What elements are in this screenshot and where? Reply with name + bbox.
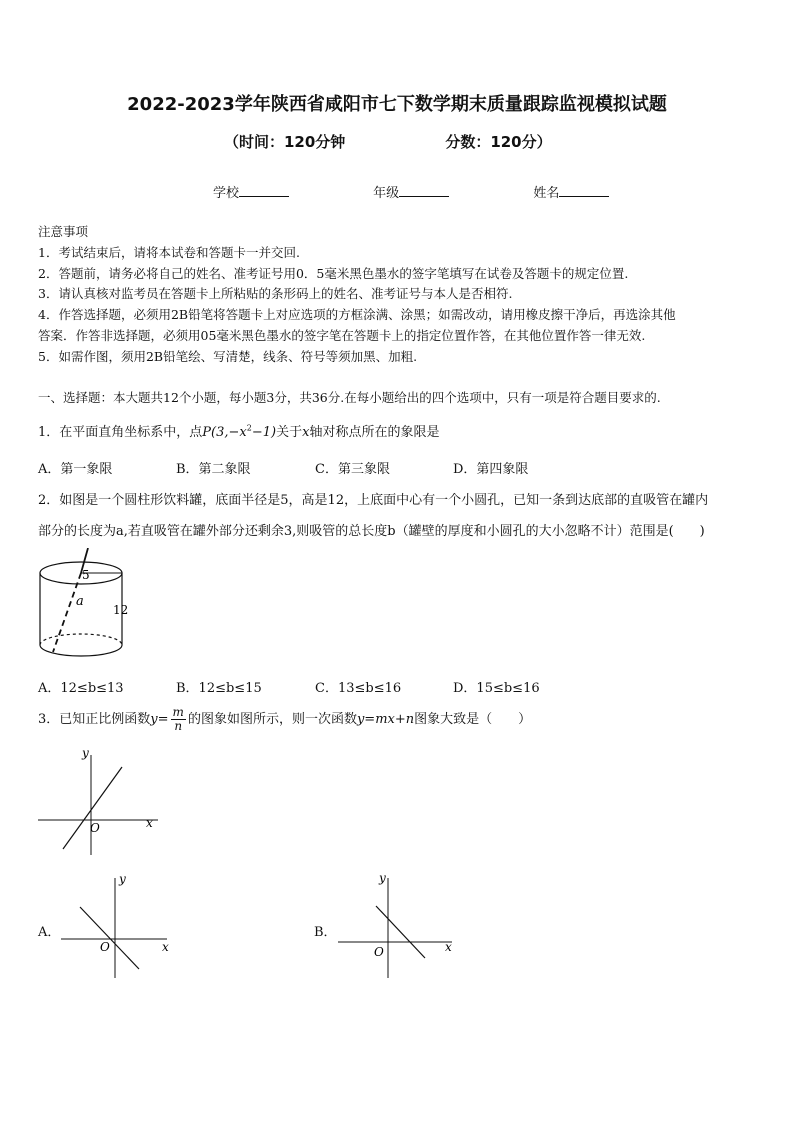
notice-item: 1．考试结束后，请将本试卷和答题卡一并交回. bbox=[38, 244, 300, 260]
section-heading: 一、选择题：本大题共12个小题，每小题3分，共36分.在每小题给出的四个选项中，只有一项是符合题目要求的. bbox=[38, 390, 661, 405]
q3-option-b[interactable]: B． bbox=[314, 925, 337, 940]
given-axis-y: y bbox=[82, 746, 89, 760]
q1-point-end: −1) bbox=[251, 425, 277, 440]
q3-eq: = bbox=[157, 712, 169, 727]
student-info-fields bbox=[213, 182, 609, 201]
q1-option-b[interactable]: B．第二象限 bbox=[176, 462, 251, 477]
q1-mid: 关于 bbox=[276, 425, 303, 440]
radius-label: 5 bbox=[82, 568, 90, 582]
q1-axis: x bbox=[302, 425, 310, 440]
q1-option-c[interactable]: C．第三象限 bbox=[315, 462, 390, 477]
school-label: 学校 bbox=[213, 186, 240, 201]
q1-suffix: 轴对称点所在的象限是 bbox=[309, 425, 440, 440]
given-origin: O bbox=[90, 821, 100, 835]
q3-fraction bbox=[171, 706, 186, 733]
cylinder-figure bbox=[30, 548, 150, 668]
exam-time: （时间：120分钟 bbox=[224, 133, 346, 151]
given-axis-x: x bbox=[146, 816, 153, 830]
question-1 bbox=[38, 421, 439, 440]
option-a-graph[interactable] bbox=[55, 870, 180, 985]
notice-heading: 注意事项 bbox=[38, 224, 89, 239]
q2-option-a[interactable]: A．12≤b≤13 bbox=[38, 681, 124, 696]
notice-item: 4．作答选择题，必须用2B铅笔将答题卡上对应选项的方框涂满、涂黑；如需改动，请用橡皮擦干净后，再选涂其他 bbox=[38, 307, 676, 323]
name-label: 姓名 bbox=[533, 186, 560, 201]
q1-option-a[interactable]: A．第一象限 bbox=[38, 462, 113, 477]
notice-item: 2．答题前，请务必将自己的姓名、准考证号用0．5毫米黑色墨水的签字笔填写在试卷及答题卡的规定位置. bbox=[38, 265, 629, 281]
grade-label: 年级 bbox=[373, 186, 400, 201]
q2-option-c[interactable]: C．13≤b≤16 bbox=[315, 681, 402, 696]
q3-mid: 的图象如图所示，则一次函数 bbox=[187, 712, 357, 727]
notice-item: 5．如需作图，须用2B铅笔绘、写清楚，线条、符号等须加黑、加粗. bbox=[38, 348, 418, 364]
school-field bbox=[213, 182, 289, 201]
q1-option-d[interactable]: D．第四象限 bbox=[453, 462, 529, 477]
option-a-axis-x: x bbox=[162, 940, 169, 954]
q3-eq2: y=mx+n bbox=[356, 712, 415, 727]
grade-blank[interactable] bbox=[399, 184, 449, 197]
q2-option-d[interactable]: D．15≤b≤16 bbox=[453, 681, 540, 696]
q3-y: y bbox=[150, 712, 158, 727]
q1-prefix: 1．在平面直角坐标系中，点 bbox=[38, 425, 203, 440]
q3-prefix: 3．已知正比例函数 bbox=[38, 712, 151, 727]
height-label: 12 bbox=[113, 603, 129, 617]
q1-sup: 2 bbox=[246, 423, 252, 433]
q3-suffix: 图象大致是（ ） bbox=[414, 712, 532, 727]
given-graph bbox=[30, 745, 165, 860]
notice-block bbox=[38, 222, 676, 368]
q2-line-1: 2．如图是一个圆柱形饮料罐，底面半径是5，高是12，上底面中心有一个小圆孔，已知一条到达底部的直吸管在罐内 bbox=[38, 493, 709, 508]
option-a-origin: O bbox=[100, 940, 110, 954]
exam-score: 分数：120分） bbox=[445, 133, 552, 151]
question-3 bbox=[38, 706, 531, 733]
q3-numerator: m bbox=[172, 705, 184, 719]
name-field bbox=[533, 182, 609, 201]
option-b-graph[interactable] bbox=[330, 870, 460, 985]
q3-option-a[interactable]: A． bbox=[38, 925, 61, 940]
q1-point: P(3,−x bbox=[202, 425, 247, 440]
grade-field bbox=[373, 182, 449, 201]
notice-item: 答案．作答非选择题，必须用05毫米黑色墨水的签字笔在答题卡上的指定位置作答，在其他位置作答一律无效. bbox=[38, 327, 646, 343]
q2-option-b[interactable]: B．12≤b≤15 bbox=[176, 681, 262, 696]
q2-line-2: 部分的长度为a,若直吸管在罐外部分还剩余3,则吸管的总长度b（罐壁的厚度和小圆孔的大小忽略不计）范围是( ) bbox=[38, 524, 705, 539]
name-blank[interactable] bbox=[559, 184, 609, 197]
option-b-axis-y: y bbox=[379, 871, 386, 885]
exam-time-score bbox=[224, 131, 552, 152]
option-b-axis-x: x bbox=[445, 940, 452, 954]
q3-denominator: n bbox=[174, 719, 183, 733]
notice-item: 3．请认真核对监考员在答题卡上所粘贴的条形码上的姓名、准考证号与本人是否相符. bbox=[38, 286, 513, 302]
option-a-axis-y: y bbox=[119, 872, 126, 886]
option-b-origin: O bbox=[374, 945, 384, 959]
school-blank[interactable] bbox=[239, 184, 289, 197]
page-title: 2022-2023学年陕西省咸阳市七下数学期末质量跟踪监视模拟试题 bbox=[127, 94, 667, 115]
straw-a-label: a bbox=[76, 594, 84, 609]
